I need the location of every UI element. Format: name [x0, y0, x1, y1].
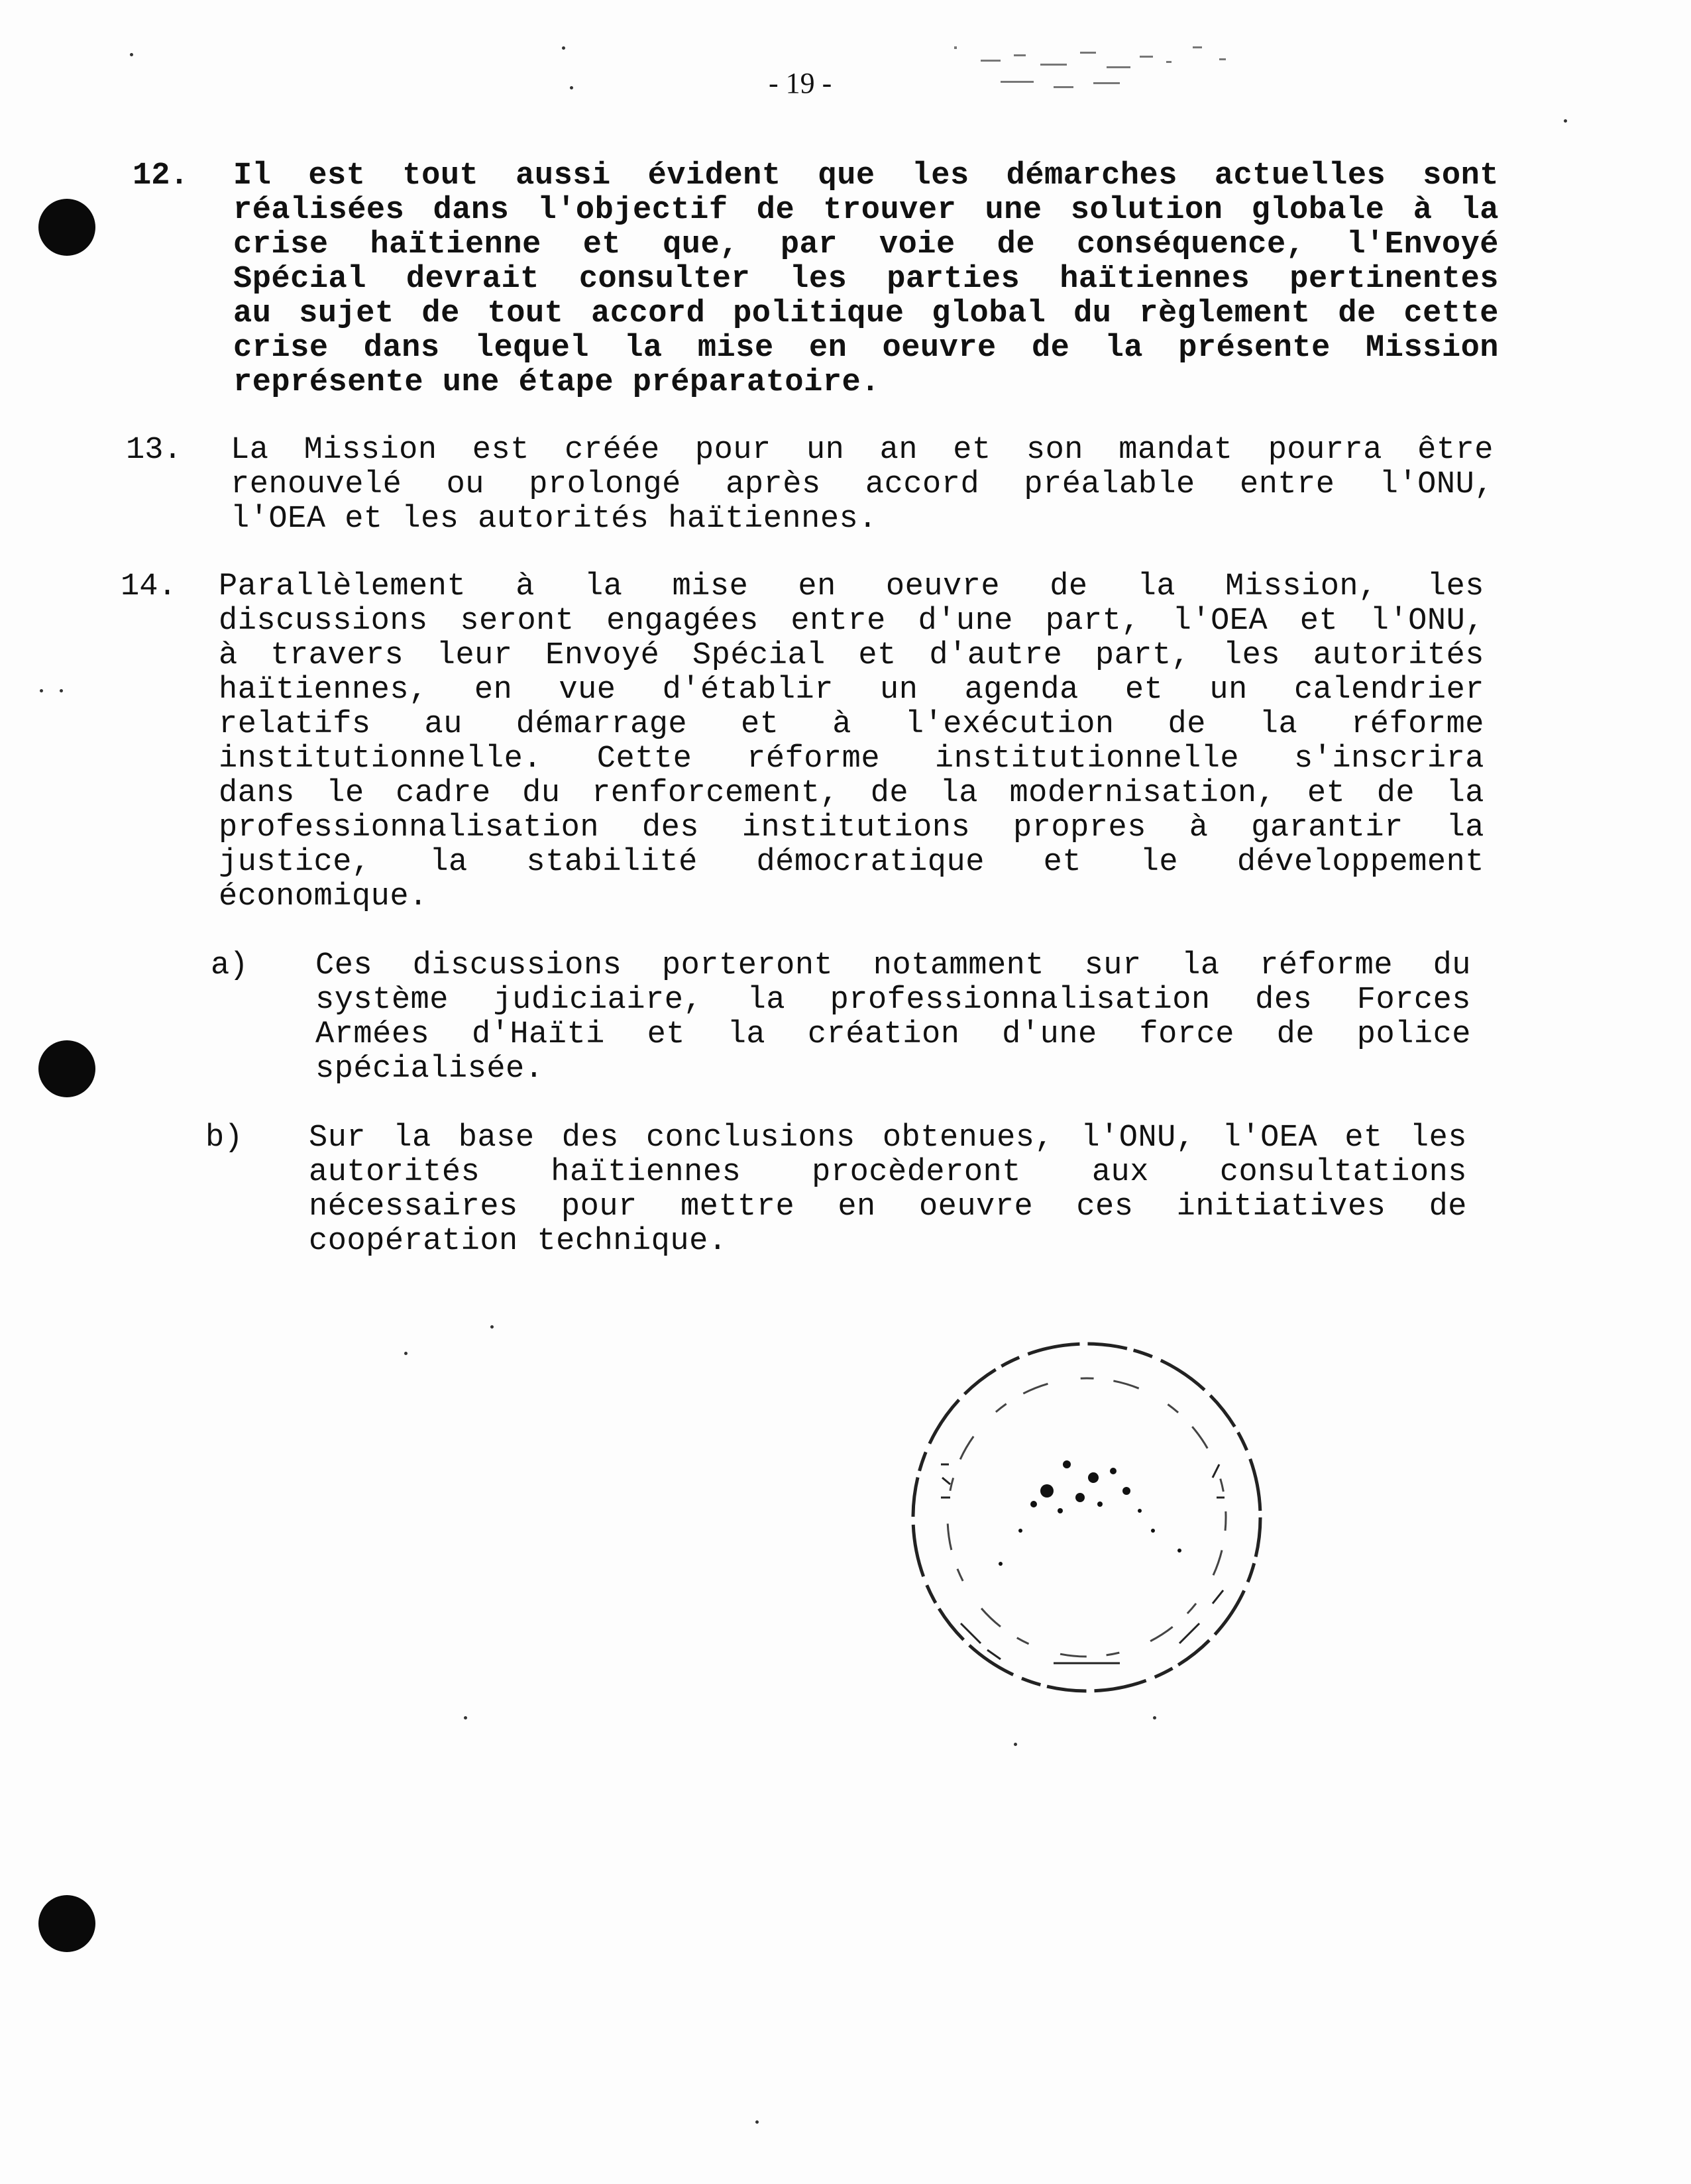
paragraph-line: Ces discussions porteront notamment sur la réforme du: [315, 948, 1471, 983]
paragraph-line: justice, la stabilité démocratique et le développement: [219, 845, 1484, 880]
paragraph-line: haïtiennes, en vue d'établir un agenda et un calendrier: [219, 673, 1484, 708]
paragraph-line: l'OEA et les autorités haïtiennes.: [231, 502, 877, 537]
paragraph-line: relatifs au démarrage et à l'exécution de la réforme: [219, 707, 1484, 742]
paragraph-line: Il est tout aussi évident que les démarches actuelles sont: [233, 158, 1499, 193]
scan-speck: [40, 689, 43, 692]
paragraph-line: représente une étape préparatoire.: [233, 365, 880, 400]
paragraph-line: dans le cadre du renforcement, de la modernisation, et de la: [219, 776, 1484, 811]
paragraph-line: système judiciaire, la professionnalisation des Forces: [315, 983, 1471, 1018]
paragraph-line: renouvelé ou prolongé après accord préalable entre l'ONU,: [231, 467, 1494, 502]
punch-hole-bottom: [38, 1895, 95, 1952]
scan-speck: [570, 86, 573, 89]
paragraph-14: [219, 570, 1484, 914]
scan-speck: [755, 2120, 759, 2124]
paragraph-13: [231, 433, 1494, 537]
scan-speck: [562, 46, 565, 50]
subitem-label-b: b): [205, 1120, 243, 1156]
paragraph-line: à travers leur Envoyé Spécial et d'autre part, les autorités: [219, 638, 1484, 673]
paragraph-line: institutionnelle. Cette réforme institutionnelle s'inscrira: [219, 741, 1484, 777]
paragraph-line: économique.: [219, 879, 428, 914]
paragraph-line: coopération technique.: [309, 1224, 728, 1259]
scan-speck: [404, 1352, 408, 1355]
paragraph-line: spécialisée.: [315, 1052, 544, 1087]
paragraph-line: Armées d'Haïti et la création d'une force de police: [315, 1017, 1471, 1052]
scan-speck: [464, 1716, 467, 1720]
paragraph-line: autorités haïtiennes procèderont aux consultations: [309, 1155, 1467, 1190]
paragraph-number-12: 12.: [133, 158, 189, 193]
paragraph-line: réalisées dans l'objectif de trouver une solution globale à la: [233, 193, 1499, 228]
official-seal-stamp: [901, 1332, 1272, 1703]
scan-speck: [490, 1325, 494, 1329]
punch-hole-middle: [38, 1040, 95, 1097]
paragraph-line: professionnalisation des institutions propres à garantir la: [219, 810, 1484, 846]
paragraph-number-13: 13.: [126, 433, 182, 468]
scan-speck: [1153, 1716, 1156, 1720]
paragraph-line: au sujet de tout accord politique global du règlement de cette: [233, 296, 1499, 331]
subitem-b: [309, 1121, 1467, 1259]
paragraph-line: discussions seront engagées entre d'une part, l'OEA et l'ONU,: [219, 604, 1484, 639]
paragraph-line: nécessaires pour mettre en oeuvre ces initiatives de: [309, 1189, 1467, 1225]
header-scan-noise: [941, 27, 1285, 106]
page-number: - 19 -: [769, 67, 832, 99]
scan-speck: [130, 53, 133, 56]
punch-hole-top: [38, 199, 95, 256]
scan-speck: [1014, 1743, 1017, 1746]
paragraph-line: La Mission est créée pour un an et son mandat pourra être: [231, 433, 1494, 468]
scan-speck: [60, 689, 63, 692]
paragraph-line: crise dans lequel la mise en oeuvre de la présente Mission: [233, 331, 1499, 366]
subitem-a: [315, 949, 1471, 1087]
paragraph-number-14: 14.: [121, 569, 177, 604]
subitem-label-a: a): [211, 948, 248, 983]
paragraph-line: Spécial devrait consulter les parties haïtiennes pertinentes: [233, 262, 1499, 297]
paragraph-line: Parallèlement à la mise en oeuvre de la Mission, les: [219, 569, 1484, 604]
scan-speck: [1564, 119, 1567, 123]
paragraph-12: [233, 159, 1499, 400]
paragraph-line: Sur la base des conclusions obtenues, l'ONU, l'OEA et les: [309, 1120, 1467, 1156]
paragraph-line: crise haïtienne et que, par voie de conséquence, l'Envoyé: [233, 227, 1499, 262]
